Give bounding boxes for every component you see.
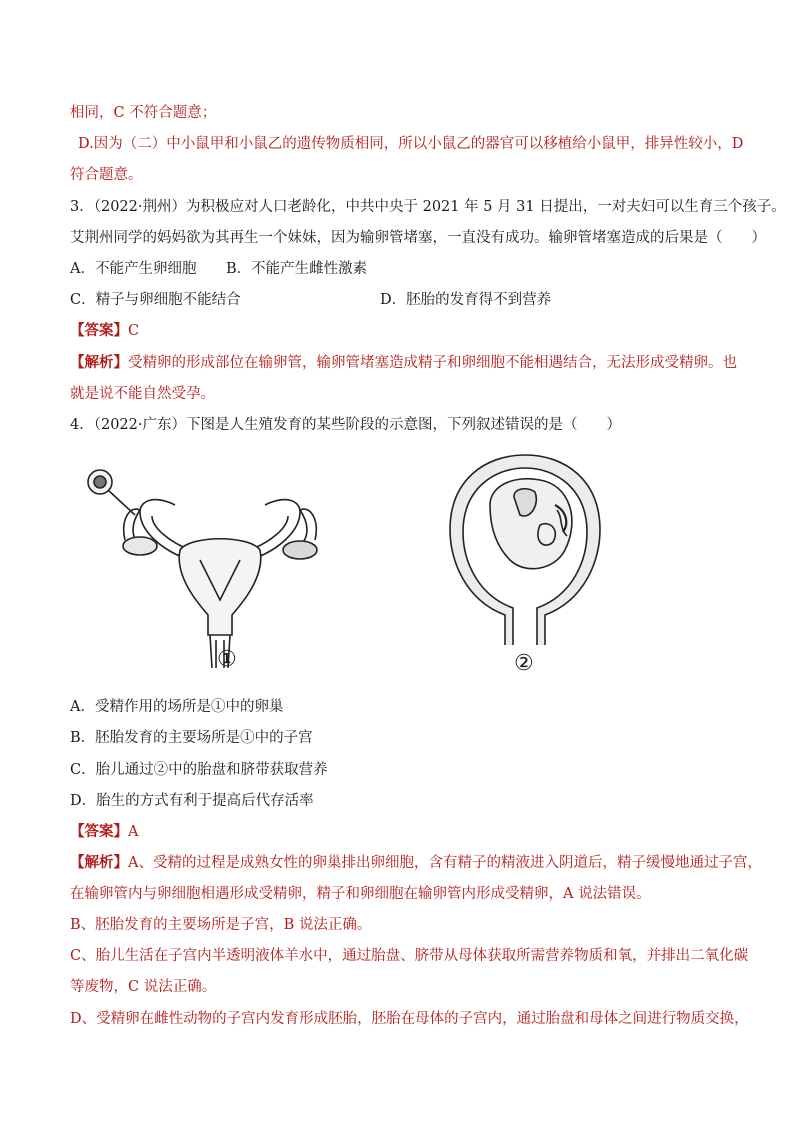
- question-3-option-c: C．精子与卵细胞不能结合: [70, 292, 241, 308]
- question-3-stem: 艾荆州同学的妈妈欲为其再生一个妹妹，因为输卵管堵塞，一直没有成功。输卵管堵塞造成的后果是（ ）: [70, 230, 766, 246]
- question-3-option-b: B．不能产生雌性激素: [226, 261, 368, 277]
- prev-explanation-line: 符合题意。: [70, 167, 143, 183]
- answer-value: A: [128, 824, 139, 840]
- question-4-option-c: C．胎儿通过②中的胎盘和脐带获取营养: [70, 762, 328, 778]
- female-reproductive-system-figure: [80, 450, 360, 680]
- question-3-explanation: 就是说不能自然受孕。: [70, 386, 215, 402]
- figure-2-label: ②: [514, 651, 534, 676]
- answer-value: C: [128, 323, 140, 339]
- prev-explanation-line: 相同，C 不符合题意；: [70, 105, 217, 121]
- question-4-explanation: B、胚胎发育的主要场所是子宫，B 说法正确。: [70, 917, 372, 933]
- explanation-tag: 【解析】: [70, 354, 128, 371]
- question-4-explanation: [70, 853, 762, 873]
- question-3-option-d: D．胚胎的发育得不到营养: [380, 292, 552, 308]
- fetus-in-uterus-figure: [445, 450, 605, 645]
- answer-tag: 【答案】: [70, 322, 128, 339]
- question-4-stem: 4．（2022·广东）下图是人生殖发育的某些阶段的示意图，下列叙述错误的是（ ）: [70, 417, 621, 433]
- question-3-stem: 3．（2022·荆州）为积极应对人口老龄化，中共中央于 2021 年 5 月 31 日提出，一对夫妇可以生育三个孩子。: [70, 199, 786, 215]
- explanation-text: A、受精的过程是成熟女性的卵巢排出卵细胞，含有精子的精液进入阴道后，精子缓慢地通过子宫，: [128, 855, 762, 871]
- question-4-option-d: D．胎生的方式有利于提高后代存活率: [70, 793, 314, 809]
- explanation-tag: 【解析】: [70, 854, 128, 871]
- prev-explanation-line: D.因为（二）中小鼠甲和小鼠乙的遗传物质相同，所以小鼠乙的器官可以移植给小鼠甲，排异性较小，D: [78, 136, 744, 152]
- explanation-text: 受精卵的形成部位在输卵管，输卵管堵塞造成精子和卵细胞不能相遇结合，无法形成受精卵。也: [128, 355, 737, 371]
- question-4-option-a: A．受精作用的场所是①中的卵巢: [70, 699, 284, 715]
- question-4-explanation: 在输卵管内与卵细胞相遇形成受精卵，精子和卵细胞在输卵管内形成受精卵，A 说法错误。: [70, 886, 651, 902]
- question-4-answer: [70, 822, 138, 842]
- answer-tag: 【答案】: [70, 823, 128, 840]
- question-4-explanation: D、受精卵在雌性动物的子宫内发育形成胚胎，胚胎在母体的子宫内，通过胎盘和母体之间进行物质交换，: [70, 1011, 749, 1027]
- question-3-explanation: [70, 353, 737, 373]
- question-3-option-a: A．不能产生卵细胞: [70, 261, 197, 277]
- question-3-answer: [70, 321, 139, 341]
- figure-1-label: ①: [217, 647, 237, 672]
- question-4-explanation: C、胎儿生活在子宫内半透明液体羊水中，通过胎盘、脐带从母体获取所需营养物质和氧，并排出二氧化碳: [70, 948, 749, 964]
- question-4-option-b: B．胚胎发育的主要场所是①中的子宫: [70, 730, 313, 746]
- question-4-explanation: 等废物，C 说法正确。: [70, 979, 217, 995]
